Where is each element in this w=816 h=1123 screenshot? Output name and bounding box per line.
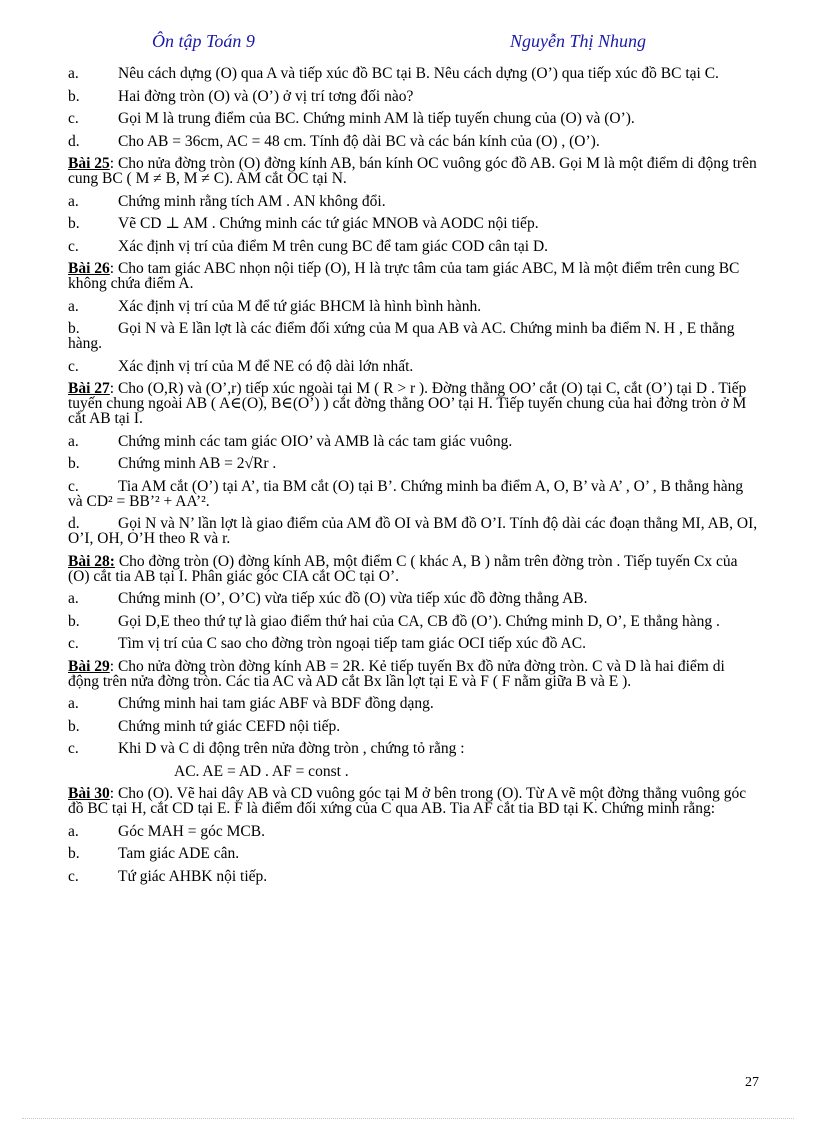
sub-question <box>68 516 758 546</box>
question-text: Chứng minh (O’, O’C) vừa tiếp xúc đồ (O) vừa tiếp xúc đồ đờng thẳng AB. <box>118 590 588 607</box>
question-text: Chứng minh rằng tích AM . AN không đổi. <box>118 192 386 210</box>
exercise-intro <box>68 659 758 689</box>
exercise-intro <box>68 381 758 426</box>
question-text: Cho AB = 36cm, AC = 48 cm. Tính độ dài BC và các bán kính của (O) , (O’). <box>118 132 600 150</box>
document-body <box>68 66 758 891</box>
sub-question <box>68 696 758 711</box>
question-text: Gọi N và N’ lần lợt là giao điểm của AM đồ OI và BM đồ O’I. Tính độ dài các đoạn thẳng MI, AB, OI, O’I, OH, O’H theo R và r. <box>68 515 758 547</box>
sub-question <box>68 434 758 449</box>
question-label: c. <box>68 477 79 495</box>
sub-question <box>68 66 758 81</box>
exercise-title: Bài 30 <box>68 785 110 802</box>
header-author: Nguyễn Thị Nhung <box>510 31 647 51</box>
sub-question <box>68 239 758 254</box>
question-label: a. <box>68 192 79 210</box>
exercise-intro <box>68 261 758 291</box>
sub-question <box>68 134 758 149</box>
question-label: b. <box>68 845 80 862</box>
formula-line <box>68 764 758 779</box>
sub-question <box>68 869 758 884</box>
sub-question <box>68 479 758 509</box>
question-text: Gọi M là trung điểm của BC. Chứng minh AM là tiếp tuyến chung của (O) và (O’). <box>118 110 635 127</box>
header-subject: Ôn tập Toán 9 <box>152 31 255 51</box>
sub-question <box>68 636 758 651</box>
question-text: Gọi D,E theo thứ tự là giao điểm thứ hai của CA, CB đồ (O’). Chứng minh D, O’, E thẳng hàng . <box>118 612 720 630</box>
question-text: Nêu cách dựng (O) qua A và tiếp xúc đồ BC tại B. Nêu cách dựng (O’) qua tiếp xúc đồ BC tại C. <box>118 65 719 82</box>
sub-question <box>68 741 758 756</box>
exercise-title: Bài 29 <box>68 657 110 675</box>
exercise-intro <box>68 554 758 584</box>
sub-question <box>68 614 758 629</box>
question-label: a. <box>68 65 79 82</box>
question-text: Chứng minh hai tam giác ABF và BDF đồng dạng. <box>118 695 434 712</box>
sub-question <box>68 216 758 231</box>
sub-question <box>68 321 758 351</box>
sub-question <box>68 456 758 471</box>
page-number: 27 <box>745 1075 759 1090</box>
exercise-title: Bài 25 <box>68 155 110 172</box>
exercise-intro <box>68 156 758 186</box>
question-text: Tìm vị trí của C sao cho đờng tròn ngoại tiếp tam giác OCI tiếp xúc đồ AC. <box>118 635 586 652</box>
question-label: b. <box>68 215 80 232</box>
sub-question <box>68 111 758 126</box>
question-text: Chứng minh AB = 2√Rr . <box>118 455 277 472</box>
question-label: a. <box>68 432 79 450</box>
sub-question <box>68 194 758 209</box>
question-text: Tam giác ADE cân. <box>118 845 240 862</box>
question-label: c. <box>68 237 79 255</box>
exercise-title: Bài 26 <box>68 260 110 277</box>
sub-question <box>68 846 758 861</box>
question-label: b. <box>68 612 80 630</box>
exercise-text: : Cho tam giác ABC nhọn nội tiếp (O), H là trực tâm của tam giác ABC, M là một điểm trên cung BC không chứa điểm A. <box>68 260 740 292</box>
question-text: Gọi N và E lần lợt là các điểm đối xứng của M qua AB và AC. Chứng minh ba điểm N. H , E thẳng hàng. <box>68 320 735 352</box>
question-label: a. <box>68 590 79 607</box>
question-label: d. <box>68 132 80 150</box>
sub-question <box>68 591 758 606</box>
question-text: Vẽ CD ⊥ AM . Chứng minh các tứ giác MNOB và AODC nội tiếp. <box>118 215 539 232</box>
sub-question <box>68 359 758 374</box>
question-text: Tứ giác AHBK nội tiếp. <box>118 867 268 885</box>
exercise-text: : Cho nửa đờng tròn đờng kính AB = 2R. Kẻ tiếp tuyến Bx đồ nửa đờng tròn. C và D là hai điểm di động trên nửa đờng tròn. Các tia AC và AD cắt Bx lần lợt tại E và F ( F nằm giữa B và E ). <box>68 657 725 690</box>
question-text: Xác định vị trí của điểm M trên cung BC để tam giác COD cân tại D. <box>118 237 549 255</box>
exercise-text: : Cho (O). Vẽ hai dây AB và CD vuông góc tại M ở bên trong (O). Từ A vẽ một đờng thẳng vuông góc đồ BC tại H, cắt CD tại E. F là điểm đối xứng của C qua AB. Tia AF cắt tia BD tại K. Chứng minh rằng: <box>68 785 747 817</box>
question-text: Chứng minh tứ giác CEFD nội tiếp. <box>118 717 341 735</box>
question-label: b. <box>68 320 80 337</box>
formula-text: AC. AE = AD . AF = const . <box>174 762 349 780</box>
exercise-text: Cho đờng tròn (O) đờng kính AB, một điểm C ( khác A, B ) nằm trên đờng tròn . Tiếp tuyến Cx của (O) cắt tia AB tại I. Phân giác góc CIA cắt OC tại O’. <box>68 552 738 585</box>
question-label: a. <box>68 822 79 840</box>
question-text: Hai đờng tròn (O) và (O’) ở vị trí tơng đối nào? <box>118 87 414 105</box>
question-label: a. <box>68 695 79 712</box>
sub-question <box>68 299 758 314</box>
question-label: c. <box>68 635 79 652</box>
question-label: c. <box>68 357 79 375</box>
question-label: b. <box>68 455 80 472</box>
question-label: a. <box>68 297 79 315</box>
question-text: Xác định vị trí của M để tứ giác BHCM là hình bình hành. <box>118 297 482 315</box>
question-label: d. <box>68 515 80 532</box>
exercise-title: Bài 27 <box>68 380 110 397</box>
question-label: c. <box>68 740 79 757</box>
question-label: c. <box>68 110 79 127</box>
sub-question <box>68 824 758 839</box>
question-text: Khi D và C di động trên nửa đờng tròn , chứng tỏ rằng : <box>118 740 465 757</box>
sub-question <box>68 719 758 734</box>
exercise-text: : Cho (O,R) và (O’,r) tiếp xúc ngoài tại M ( R > r ). Đờng thẳng OO’ cắt (O) tại C, cắt (O’) tại D . Tiếp tuyến chung ngoài AB ( A∈(O), B∈(O’) ) cắt đờng thẳng OO’ tại H. Tiếp tuyến chung của hai đờng tròn ở M cắt AB tại I. <box>68 380 747 427</box>
page-header <box>0 31 816 53</box>
question-text: Chứng minh các tam giác OIO’ và AMB là các tam giác vuông. <box>118 432 513 450</box>
question-label: b. <box>68 717 80 735</box>
question-label: b. <box>68 87 80 105</box>
question-text: Xác định vị trí của M để NE có độ dài lớn nhất. <box>118 357 414 375</box>
question-label: c. <box>68 867 79 885</box>
exercise-title: Bài 28: <box>68 552 115 570</box>
question-text: Tia AM cắt (O’) tại A’, tia BM cắt (O) tại B’. Chứng minh ba điểm A, O, B’ và A’ , O’ , B thẳng hàng và CD² = BB’² + AA’². <box>68 477 744 510</box>
question-text: Góc MAH = góc MCB. <box>118 822 265 840</box>
exercise-text: : Cho nửa đờng tròn (O) đờng kính AB, bán kính OC vuông góc đồ AB. Gọi M là một điểm di động trên cung BC ( M ≠ B, M ≠ C). AM cắt OC tại N. <box>68 155 757 187</box>
exercise-intro <box>68 786 758 816</box>
footer-divider <box>22 1118 794 1119</box>
sub-question <box>68 89 758 104</box>
